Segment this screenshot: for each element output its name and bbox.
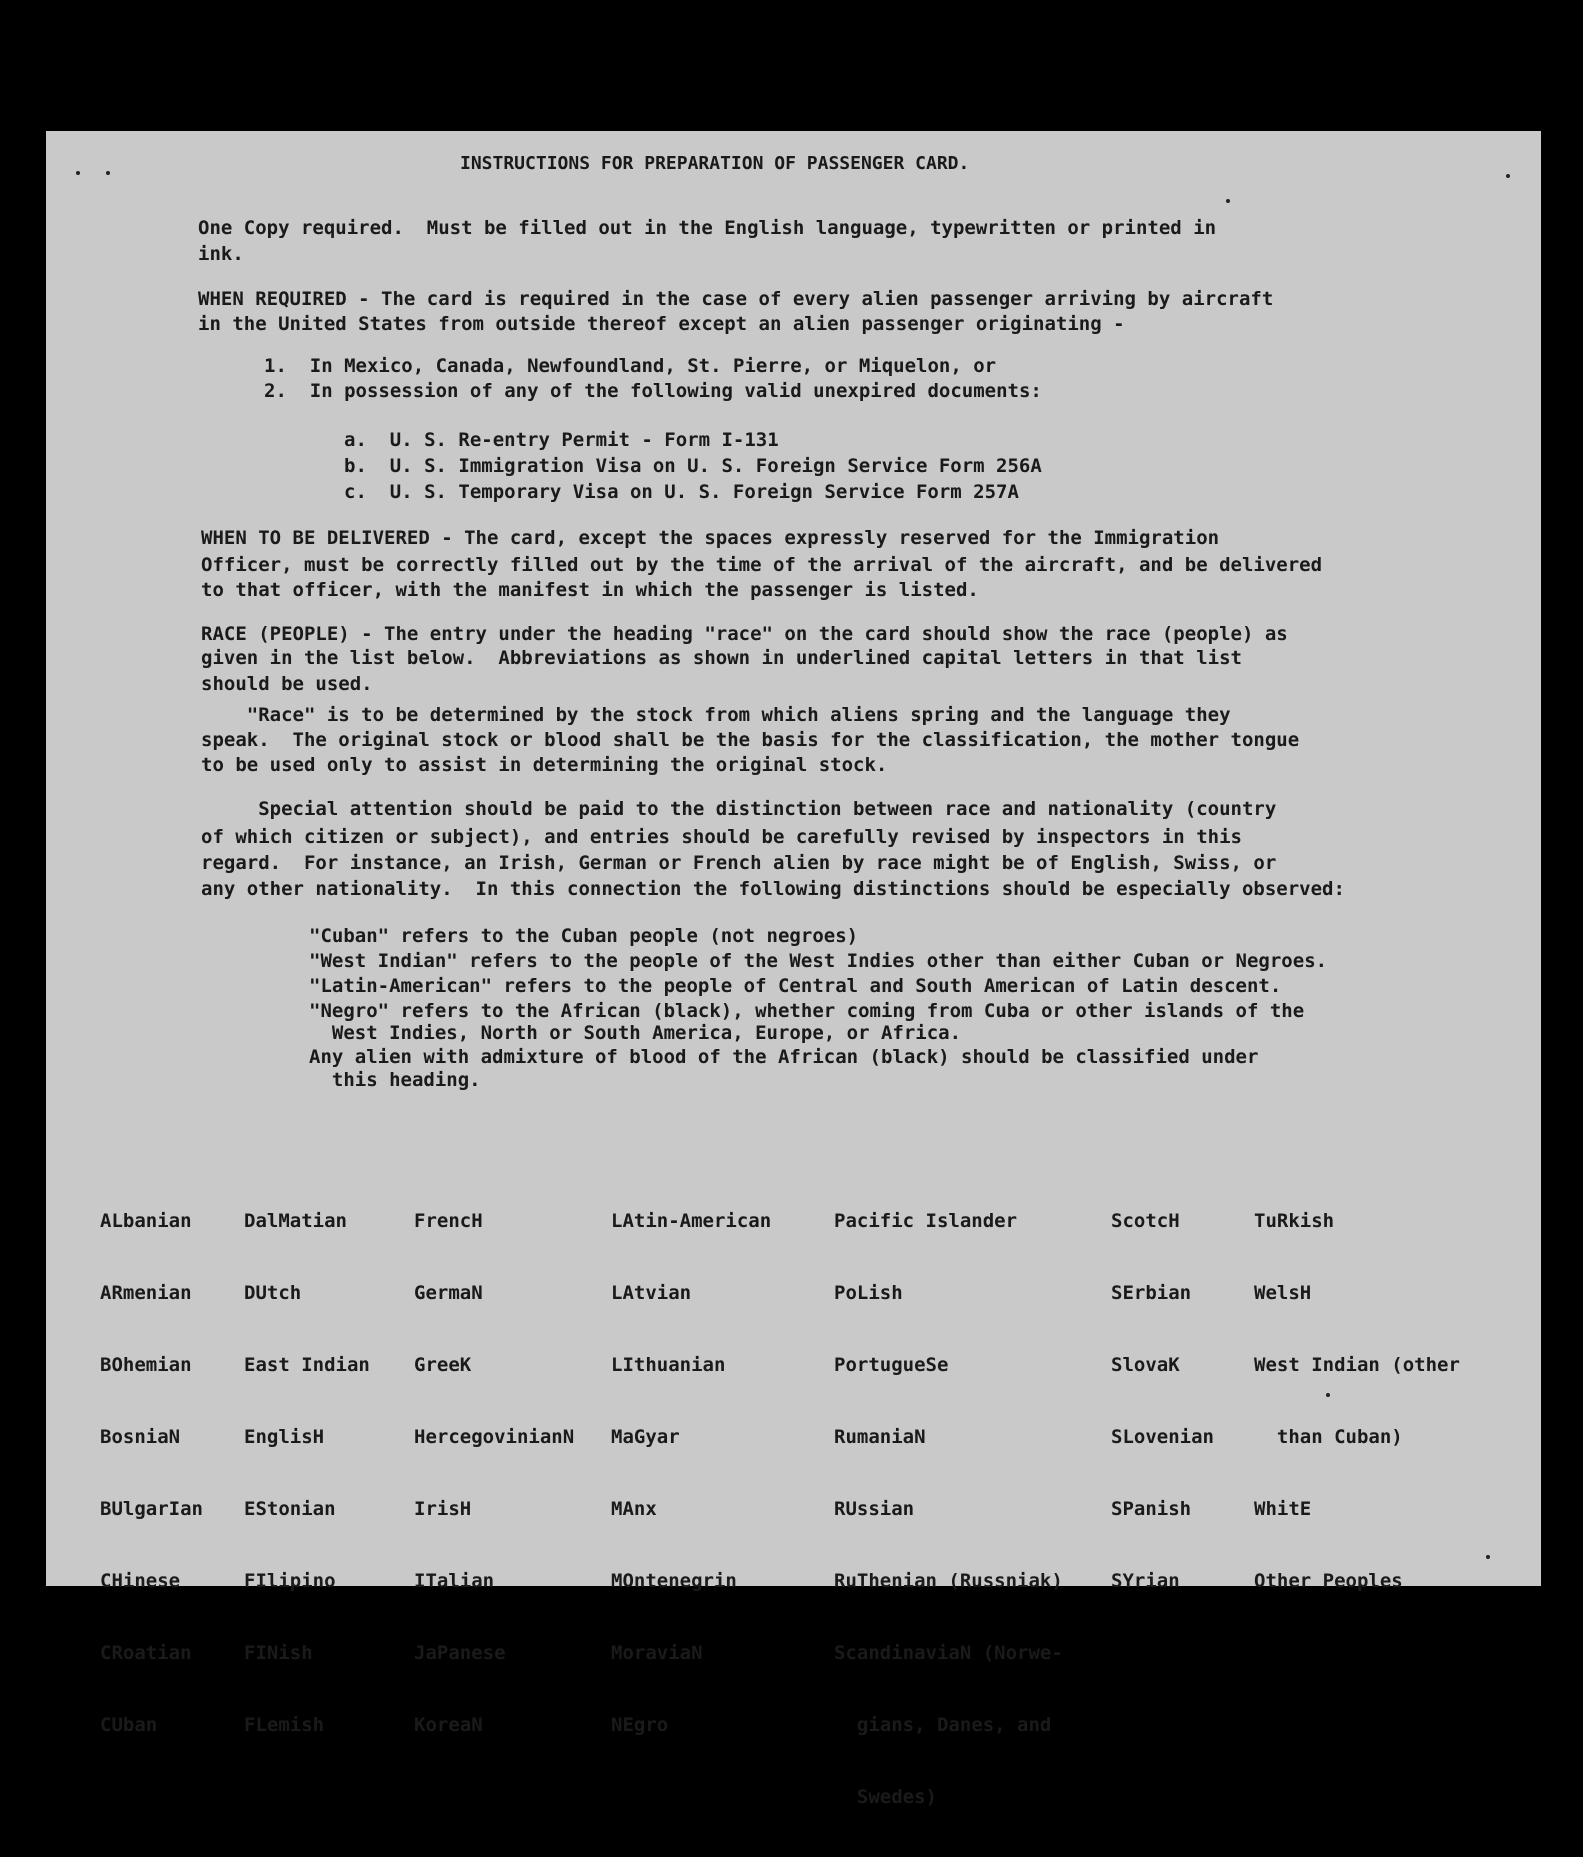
people-term: SYrian bbox=[1111, 1570, 1180, 1592]
people-term: FLemish bbox=[244, 1714, 325, 1736]
when-delivered-line: WHEN TO BE DELIVERED - The card, except the spaces expressly reserved for the Immigration bbox=[201, 527, 1220, 549]
passenger-card-instructions-page bbox=[46, 131, 1541, 1808]
people-term: FINish bbox=[244, 1642, 313, 1664]
race-paragraph-line: RACE (PEOPLE) - The entry under the heading "race" on the card should show the race (people) as bbox=[201, 623, 1288, 645]
race-paragraph-line: regard. For instance, an Irish, German or French alien by race might be of English, Swiss, or bbox=[201, 852, 1277, 874]
people-term: SLovenian bbox=[1111, 1426, 1214, 1448]
people-term: RUssian bbox=[834, 1498, 915, 1520]
when-required-line: WHEN REQUIRED - The card is required in the case of every alien passenger arriving by aircraft bbox=[198, 288, 1274, 310]
people-term: BUlgarIan bbox=[100, 1498, 203, 1520]
race-paragraph-line: any other nationality. In this connection the following distinctions should be especially observed: bbox=[201, 878, 1345, 900]
people-term: IrisH bbox=[414, 1498, 472, 1520]
people-term: FIlipino bbox=[244, 1570, 336, 1592]
when-delivered-line: Officer, must be correctly filled out by the time of the arrival of the aircraft, and be delivered bbox=[201, 554, 1323, 576]
race-paragraph-line: to be used only to assist in determining the original stock. bbox=[201, 754, 888, 776]
people-term: SErbian bbox=[1111, 1282, 1192, 1304]
when-required-item: 1. In Mexico, Canada, Newfoundland, St. Pierre, or Miquelon, or bbox=[264, 355, 997, 377]
people-term: GreeK bbox=[414, 1354, 472, 1376]
race-paragraph-line: of which citizen or subject), and entries should be carefully revised by inspectors in this bbox=[201, 826, 1242, 848]
people-term: RumaniaN bbox=[834, 1426, 926, 1448]
distinction-line: "Negro" refers to the African (black), whether coming from Cuba or other islands of the bbox=[309, 1000, 1305, 1022]
people-term: EStonian bbox=[244, 1498, 336, 1520]
people-term: MOntenegrin bbox=[611, 1570, 737, 1592]
people-term: BOhemian bbox=[100, 1354, 192, 1376]
document-subitem: b. U. S. Immigration Visa on U. S. Foreign Service Form 256A bbox=[344, 455, 1042, 477]
people-term: ScandinaviaN (Norwe- bbox=[834, 1642, 1063, 1664]
distinction-line: "West Indian" refers to the people of the West Indies other than either Cuban or Negroes. bbox=[309, 950, 1328, 972]
document-subitem: c. U. S. Temporary Visa on U. S. Foreign Service Form 257A bbox=[344, 481, 1019, 503]
people-term: Swedes) bbox=[834, 1786, 937, 1808]
peoples-column-6 bbox=[1111, 1161, 1214, 1641]
people-term: TuRkish bbox=[1254, 1210, 1335, 1232]
people-term: WelsH bbox=[1254, 1282, 1312, 1304]
people-term: MoraviaN bbox=[611, 1642, 703, 1664]
peoples-column-3 bbox=[414, 1161, 574, 1785]
people-term: Other Peoples bbox=[1254, 1570, 1403, 1592]
people-term: CRoatian bbox=[100, 1642, 192, 1664]
people-term: BosniaN bbox=[100, 1426, 181, 1448]
people-term: ALbanian bbox=[100, 1210, 192, 1232]
peoples-column-5 bbox=[834, 1161, 1063, 1857]
distinction-line: "Latin-American" refers to the people of Central and South American of Latin descent. bbox=[309, 975, 1282, 997]
speck bbox=[76, 171, 80, 175]
people-term: JaPanese bbox=[414, 1642, 506, 1664]
race-paragraph-line: speak. The original stock or blood shall be the basis for the classification, the mother tongue bbox=[201, 729, 1300, 751]
people-term: ITalian bbox=[414, 1570, 495, 1592]
when-required-line: in the United States from outside thereof except an alien passenger originating - bbox=[198, 313, 1125, 335]
when-delivered-line: to that officer, with the manifest in which the passenger is listed. bbox=[201, 579, 979, 601]
race-paragraph-line: "Race" is to be determined by the stock from which aliens spring and the language they bbox=[201, 704, 1231, 726]
people-term: WhitE bbox=[1254, 1498, 1312, 1520]
peoples-column-4 bbox=[611, 1161, 771, 1785]
distinction-line: West Indies, North or South America, Europe, or Africa. bbox=[309, 1022, 962, 1044]
intro-line: ink. bbox=[198, 243, 244, 265]
distinction-line: this heading. bbox=[309, 1069, 481, 1091]
speck bbox=[106, 171, 110, 175]
peoples-column-1 bbox=[100, 1161, 203, 1785]
speck bbox=[1226, 199, 1230, 203]
people-term: EnglisH bbox=[244, 1426, 325, 1448]
people-term: gians, Danes, and bbox=[834, 1714, 1052, 1736]
people-term: SlovaK bbox=[1111, 1354, 1180, 1376]
when-required-item: 2. In possession of any of the following valid unexpired documents: bbox=[264, 380, 1042, 402]
intro-line: One Copy required. Must be filled out in the English language, typewritten or printed in bbox=[198, 217, 1217, 239]
people-term: LIthuanian bbox=[611, 1354, 726, 1376]
people-term: LAtvian bbox=[611, 1282, 692, 1304]
people-term: CUban bbox=[100, 1714, 158, 1736]
people-term: Pacific Islander bbox=[834, 1210, 1018, 1232]
people-term: FrencH bbox=[414, 1210, 483, 1232]
people-term: East Indian bbox=[244, 1354, 370, 1376]
distinction-line: Any alien with admixture of blood of the African (black) should be classified under bbox=[309, 1046, 1259, 1068]
people-term: MAnx bbox=[611, 1498, 657, 1520]
document-subitem: a. U. S. Re-entry Permit - Form I-131 bbox=[344, 429, 779, 451]
speck bbox=[1506, 174, 1510, 178]
people-term: RuThenian (Russniak) bbox=[834, 1570, 1063, 1592]
race-paragraph-line: should be used. bbox=[201, 673, 373, 695]
race-paragraph-line: Special attention should be paid to the distinction between race and nationality (country bbox=[201, 798, 1277, 820]
peoples-column-7 bbox=[1254, 1161, 1460, 1641]
people-term: West Indian (other bbox=[1254, 1354, 1460, 1376]
peoples-column-2 bbox=[244, 1161, 370, 1785]
distinction-line: "Cuban" refers to the Cuban people (not negroes) bbox=[309, 925, 859, 947]
race-paragraph-line: given in the list below. Abbreviations as shown in underlined capital letters in that list bbox=[201, 647, 1242, 669]
people-term: MaGyar bbox=[611, 1426, 680, 1448]
people-term: ARmenian bbox=[100, 1282, 192, 1304]
people-term: KoreaN bbox=[414, 1714, 483, 1736]
people-term: PortugueSe bbox=[834, 1354, 949, 1376]
people-term: LAtin-American bbox=[611, 1210, 772, 1232]
speck bbox=[1326, 1393, 1330, 1397]
people-term: DalMatian bbox=[244, 1210, 347, 1232]
people-term: DUtch bbox=[244, 1282, 302, 1304]
people-term: GermaN bbox=[414, 1282, 483, 1304]
people-term: HercegovinianN bbox=[414, 1426, 575, 1448]
people-term: PoLish bbox=[834, 1282, 903, 1304]
people-term: than Cuban) bbox=[1254, 1426, 1403, 1448]
people-term: ScotcH bbox=[1111, 1210, 1180, 1232]
people-term: NEgro bbox=[611, 1714, 669, 1736]
page-title: INSTRUCTIONS FOR PREPARATION OF PASSENGER CARD. bbox=[460, 153, 970, 174]
people-term: SPanish bbox=[1111, 1498, 1192, 1520]
speck bbox=[1486, 1555, 1490, 1559]
people-term: CHinese bbox=[100, 1570, 181, 1592]
